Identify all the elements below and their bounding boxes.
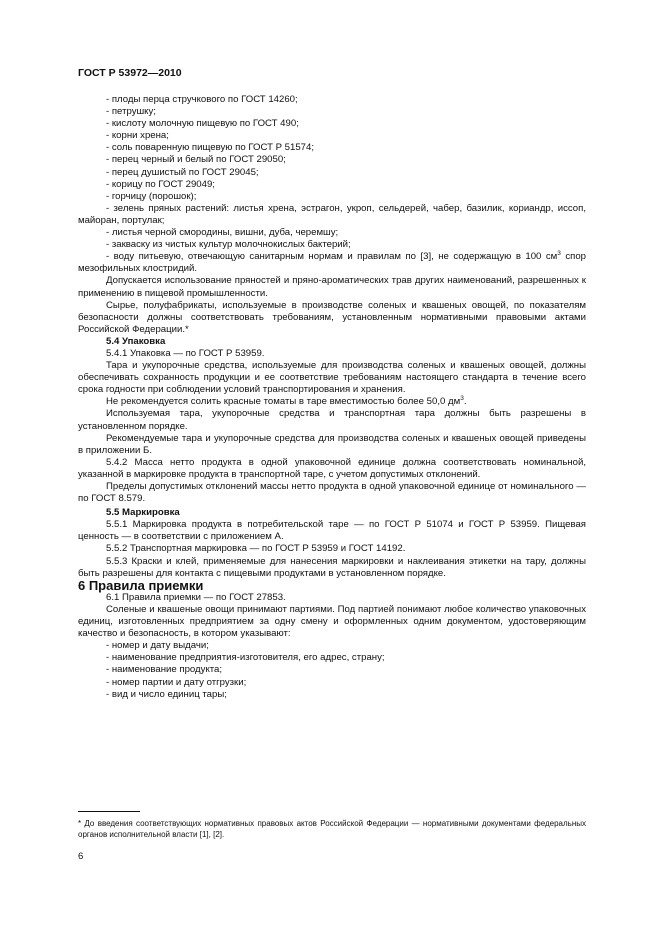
list-item: - наименование продукта; xyxy=(106,664,223,676)
paragraph-spices: Допускается использование пряностей и пряно-ароматических трав других наименований, разрешенных к применению в пищевой промышленности. xyxy=(78,275,586,299)
list-item: - вид и число единиц тары; xyxy=(106,688,227,700)
section-title-5-4: 5.4 Упаковка xyxy=(106,335,166,347)
paragraph: 5.4.2 Масса нетто продукта в одной упаковочной единице должна соответствовать номинальной, указанной в маркировке продукта в транспортной таре, с учетом допустимых отклонений. xyxy=(78,456,586,480)
paragraph: 5.5.3 Краски и клей, применяемые для нанесения маркировки и наклеивания этикетки на тару, должны быть разрешены для контакта с пищевыми продуктами в установленном порядке. xyxy=(78,555,586,579)
tomatoes-text: Не рекомендуется солить красные томаты в таре вместимостью более 50,0 дм xyxy=(106,396,461,408)
superscript: 3 xyxy=(460,395,464,403)
superscript: 3 xyxy=(557,250,561,258)
paragraph: Тара и укупорочные средства, используемые для производства соленых и квашеных овощей, должны обеспечивать сохранность продукции и ее соответствие требованиям настоящего стандарта в течение всего срока годности при соблюдении условий транспортирования и хранения. xyxy=(78,360,586,396)
paragraph: 5.4.1 Упаковка — по ГОСТ Р 53959. xyxy=(106,347,265,359)
list-item: - наименование предприятия-изготовителя, его адрес, страну; xyxy=(106,652,385,664)
list-item: - перец черный и белый по ГОСТ 29050; xyxy=(106,154,286,166)
list-item: - номер партии и дату отгрузки; xyxy=(106,676,247,688)
main-text xyxy=(78,94,586,701)
paragraph: Используемая тара, укупорочные средства и транспортная тара должны быть разрешены в установленном порядке. xyxy=(78,408,586,432)
paragraph-raw-materials: Сырье, полуфабрикаты, используемые в производстве соленых и квашеных овощей, по показателям безопасности должны соответствовать требованиям, установленным нормативными правовыми актами Российской Федерации.* xyxy=(78,299,586,335)
list-item: - листья черной смородины, вишни, дуба, черемшу; xyxy=(106,227,339,239)
footnote-divider xyxy=(78,811,140,812)
list-item: - горчицу (порошок); xyxy=(106,190,197,202)
footnote: * До введения соответствующих нормативных правовых актов Российской Федерации — нормативными документами федеральных органов исполнительной власти [1], [2]. xyxy=(78,819,586,839)
list-item: - зелень пряных растений: листья хрена, эстрагон, укроп, сельдерей, чабер, базилик, кориандр, иссоп, майоран, портулак; xyxy=(78,202,586,226)
paragraph: Рекомендуемые тара и укупорочные средства для производства соленых и квашеных овощей приведены в приложении Б. xyxy=(78,432,586,456)
list-item: - петрушку; xyxy=(106,106,156,118)
list-item: - корицу по ГОСТ 29049; xyxy=(106,178,215,190)
list-item: - перец душистый по ГОСТ 29045; xyxy=(106,166,259,178)
list-item: - кислоту молочную пищевую по ГОСТ 490; xyxy=(106,118,299,130)
list-item-water xyxy=(78,251,586,275)
paragraph: 6.1 Правила приемки — по ГОСТ 27853. xyxy=(106,591,286,603)
paragraph: 5.5.1 Маркировка продукта в потребительской таре — по ГОСТ Р 51074 и ГОСТ Р 53959. Пищевая ценность — в соответствии с приложением А. xyxy=(78,519,586,543)
paragraph: Соленые и квашеные овощи принимают партиями. Под партией понимают любое количество упаковочных единиц, изготовленных предприятием за одну смену и оформленных одним документом, удостоверяющим качество и безопасность, в котором указывают: xyxy=(78,603,586,640)
list-item: - корни хрена; xyxy=(106,130,169,142)
list-item: - соль поваренную пищевую по ГОСТ Р 51574; xyxy=(106,142,315,154)
water-text: - воду питьевую, отвечающую санитарным нормам и правилам по [3], не содержащую в 100 см xyxy=(106,251,558,263)
water-text-end: спор мезофильных клостридий. xyxy=(78,251,586,275)
paragraph: 5.5.2 Транспортная маркировка — по ГОСТ Р 53959 и ГОСТ 14192. xyxy=(106,543,406,555)
section-title-6: 6 Правила приемки xyxy=(78,577,204,593)
paragraph: Пределы допустимых отклонений массы нетто продукта в одной упаковочной единице от номинального — по ГОСТ 8.579. xyxy=(78,481,586,505)
list-item: - плоды перца стручкового по ГОСТ 14260; xyxy=(106,94,298,105)
list-item: - закваску из чистых культур молочнокислых бактерий; xyxy=(106,239,351,251)
document-code-header: ГОСТ Р 53972—2010 xyxy=(78,67,182,79)
paragraph-tomatoes xyxy=(78,396,586,408)
tomatoes-text-end: . xyxy=(463,396,467,408)
section-title-5-5: 5.5 Маркировка xyxy=(106,507,180,519)
list-item: - номер и дату выдачи; xyxy=(106,640,209,652)
page-number: 6 xyxy=(78,851,84,862)
